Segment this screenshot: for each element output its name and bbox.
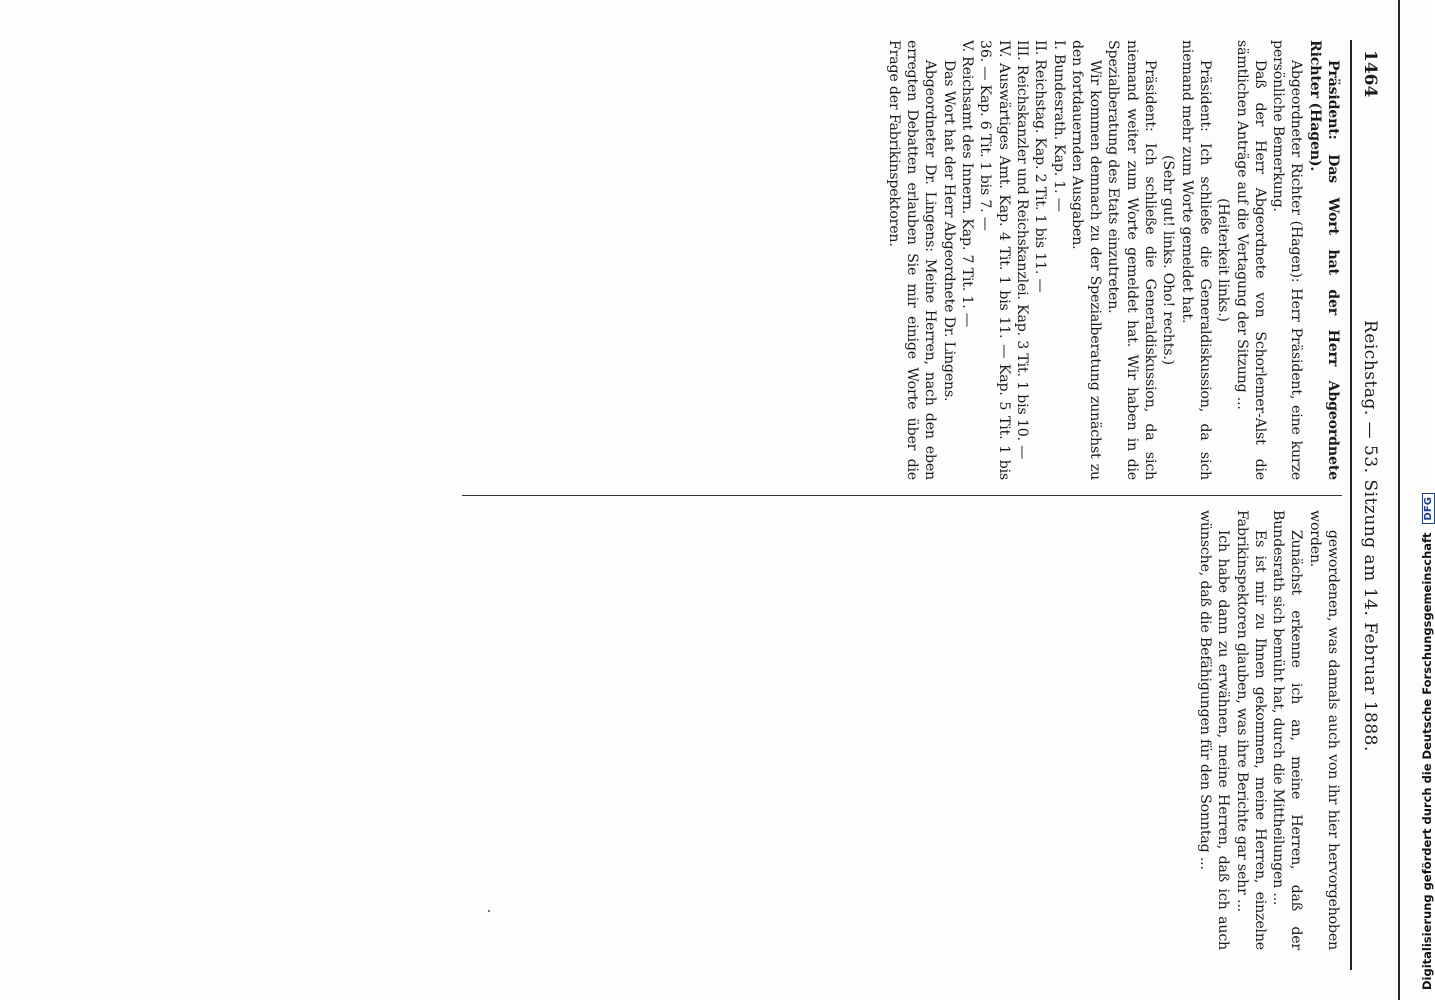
paragraph: Präsident: Ich schließe die Generaldiskussion, da sich niemand weiter zum Worte gemeldet hat. Wir haben in die Spezialberatung des Etats einzutreten. xyxy=(1105,40,1159,480)
header-rule xyxy=(1350,40,1352,970)
paragraph: Abgeordneter Dr. Lingens: Meine Herren, nach den eben erregten Debatten erlauben Sie mir einige Worte über die Frage der Fabrikinspektoren. xyxy=(885,40,939,480)
paragraph: Das Wort hat der Herr Abgeordnete Dr. Lingens. xyxy=(940,59,957,402)
running-header xyxy=(1350,40,1380,970)
budget-item: V. Reichsamt des Innern. Kap. 7 Tit. 1. — xyxy=(959,40,976,327)
paragraph: Ich habe dann zu erwähnen, meine Herren, daß ich auch wünsche, daß die Befähigungen für den Sonntag ... xyxy=(1196,510,1232,950)
budget-item: IV. Auswärtiges Amt. Kap. 4 Tit. 1 bis 11. — Kap. 5 Tit. 1 bis 36. — Kap. 6 Tit. 1 bis 7. — xyxy=(977,40,1012,480)
paragraph: Es ist mir zu Ihnen gekommen, meine Herren, einzelne Fabrikinspektoren glauben, was ihre Berichte gar sehr ... xyxy=(1233,510,1268,950)
page-number: 1464 xyxy=(1360,50,1380,98)
paragraph: Daß der Herr Abgeordnete von Schorlemer-Alst die sämtlichen Anträge auf die Vertagung der Sitzung ... xyxy=(1233,40,1268,480)
paragraph: gewordenen, was damals auch von ihr hier hervorgehoben worden. xyxy=(1306,510,1341,950)
paragraph: Präsident: Das Wort hat der Herr Abgeordnete Richter (Hagen). xyxy=(1306,40,1341,480)
budget-item: II. Reichstag. Kap. 2 Tit. 1 bis 11. — xyxy=(1032,40,1049,293)
budget-item: III. Reichskanzler und Reichskanzlei. Kap. 3 Tit. 1 bis 10. — xyxy=(1013,40,1030,460)
column-divider xyxy=(462,495,1342,496)
right-column xyxy=(1196,510,1342,950)
credit-text: Digitalisierung gefördert durch die Deutsche Forschungsgemeinschaft xyxy=(1420,532,1434,990)
paragraph: Abgeordneter Richter (Hagen): Herr Präsident, eine kurze persönliche Bemerkung. xyxy=(1270,40,1305,480)
rotated-page-content xyxy=(100,40,1380,970)
budget-item: I. Bundesrath. Kap. 1. — xyxy=(1050,40,1067,212)
paragraph: Präsident: Ich schließe die Generaldiskussion, da sich niemand mehr zum Worte gemeldet hat. xyxy=(1178,40,1213,480)
header-title: Reichstag. — 53. Sitzung am 14. Februar 1888. xyxy=(1360,320,1380,752)
paragraph: Zunächst erkenne ich an, meine Herren, daß der Bundesrath sich bemüht hat, durch die Mittheilungen ... xyxy=(1270,510,1305,950)
dfg-logo: DFG xyxy=(1422,493,1435,524)
interjection: (Heiterkeit links.) xyxy=(1215,198,1232,322)
interjection: (Sehr gut! links. Oho! rechts.) xyxy=(1160,155,1177,365)
paragraph: Wir kommen demnach zu der Spezialberatung zunächst zu den fortdauernden Ausgaben. xyxy=(1068,40,1104,480)
scan-speck xyxy=(488,910,490,912)
digitization-credit xyxy=(1420,493,1435,990)
page-edge-rule xyxy=(1398,0,1400,1000)
left-column xyxy=(885,40,1342,480)
